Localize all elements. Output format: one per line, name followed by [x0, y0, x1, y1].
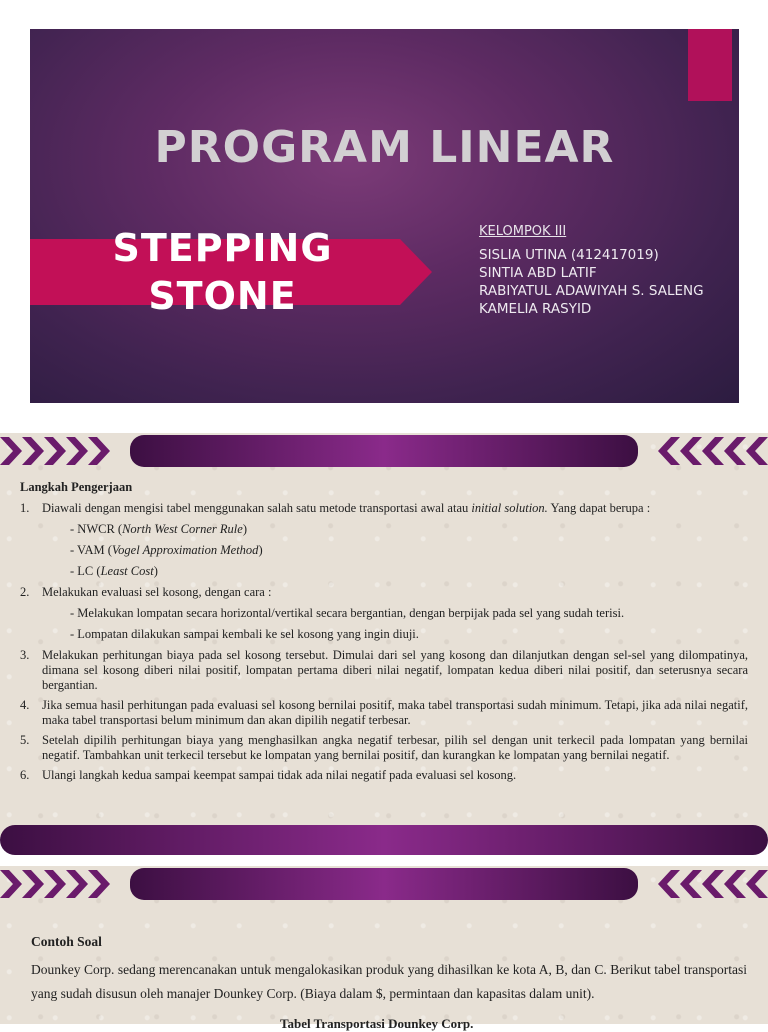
step-text: Ulangi langkah kedua sampai keempat sampai tidak ada nilai negatif pada evaluasi sel kosong. [42, 768, 517, 782]
sub-emphasis: Least Cost [100, 564, 154, 578]
steps-content [20, 480, 748, 788]
member-name: KAMELIA RASYID [479, 301, 592, 317]
step-text: Jika semua hasil perhitungan pada evaluasi sel kosong bernilai positif, maka tabel transportasi sudah minimum. Tetapi, jika ada nilai negatif, maka tabel transportasi belum minimum dan akan dipilih negatif terbesar. [42, 698, 748, 727]
sub-text: ) [258, 543, 263, 557]
accent-tab [688, 29, 732, 101]
sub-item [42, 522, 748, 537]
step-item [20, 698, 748, 728]
member-name: SINTIA ABD LATIF [479, 265, 597, 281]
step-item [20, 768, 748, 783]
table-caption: Tabel Transportasi Dounkey Corp. [280, 1016, 474, 1031]
step-emphasis: initial solution. [471, 501, 548, 515]
group-heading: KELOMPOK III [479, 224, 567, 239]
example-heading: Contoh Soal [31, 934, 102, 949]
top-decorative-band [0, 433, 768, 469]
sub-text: ) [153, 564, 158, 578]
sub-item [42, 564, 748, 579]
step-number: 4. [20, 698, 30, 712]
member-list [479, 246, 704, 318]
top-decorative-band [0, 866, 768, 902]
sub-item [42, 543, 748, 558]
step-text: Setelah dipilih perhitungan biaya yang menghasilkan angka negatif terbesar, pilih sel dengan unit terkecil pada lompatan yang bernilai negatif. Tambahkan unit terkecil tersebut ke lompatan yang bernilai positif, dan kurangkan ke lompatan yang bernilai negatif. [42, 733, 748, 762]
sub-item: - Lompatan dilakukan sampai kembali ke sel kosong yang ingin diuji. [70, 627, 419, 641]
example-slide [0, 866, 768, 1031]
example-body: Dounkey Corp. sedang merencanakan untuk mengalokasikan produk yang dihasilkan ke kota A, B, dan C. Berikut tabel transportasi yang sudah disusun oleh manajer Dounkey Corp. (Biaya dalam $, permintaan dan kapasitas dalam unit). [31, 962, 747, 1001]
step-number: 3. [20, 648, 30, 662]
step-text: Yang dapat berupa : [547, 501, 651, 515]
slide-title: PROGRAM LINEAR [154, 122, 615, 173]
subtitle-line: STONE [148, 274, 297, 318]
sub-text: - LC ( [70, 564, 101, 578]
step-text: Diawali dengan mengisi tabel menggunakan salah satu metode transportasi awal atau [42, 501, 472, 515]
sub-emphasis: North West Corner Rule [122, 522, 243, 536]
step-item [20, 648, 748, 693]
sub-item: - Melakukan lompatan secara horizontal/vertikal secara bergantian, dengan berpijak pada sel yang sudah terisi. [70, 606, 625, 620]
sub-text: - VAM ( [70, 543, 112, 557]
slide-subtitle [60, 224, 385, 320]
member-name: RABIYATUL ADAWIYAH S. SALENG [479, 283, 704, 299]
step-text: Melakukan perhitungan biaya pada sel kosong tersebut. Dimulai dari sel yang kosong dan dilanjutkan dengan sel-sel yang dilompatinya, dimana sel kosong diberi nilai positif, lompatan pertama diberi nilai negatif, lompatan kedua diberi nilai positif, dan seterusnya secara bergantian. [42, 648, 748, 692]
subtitle-line: STEPPING [112, 226, 333, 270]
step-item [20, 585, 748, 642]
step-number: 1. [20, 501, 30, 515]
bottom-decorative-band [0, 825, 768, 855]
step-number: 5. [20, 733, 30, 747]
title-slide [30, 29, 739, 403]
step-text: Melakukan evaluasi sel kosong, dengan cara : [42, 585, 272, 599]
sub-text: - NWCR ( [70, 522, 123, 536]
step-number: 2. [20, 585, 30, 599]
sub-emphasis: Vogel Approximation Method [111, 543, 259, 557]
step-number: 6. [20, 768, 30, 782]
member-name: SISLIA UTINA (412417019) [479, 247, 659, 263]
steps-heading: Langkah Pengerjaan [20, 480, 133, 494]
steps-slide [0, 433, 768, 836]
step-item [20, 733, 748, 763]
sub-text: ) [242, 522, 247, 536]
step-item [20, 501, 748, 579]
